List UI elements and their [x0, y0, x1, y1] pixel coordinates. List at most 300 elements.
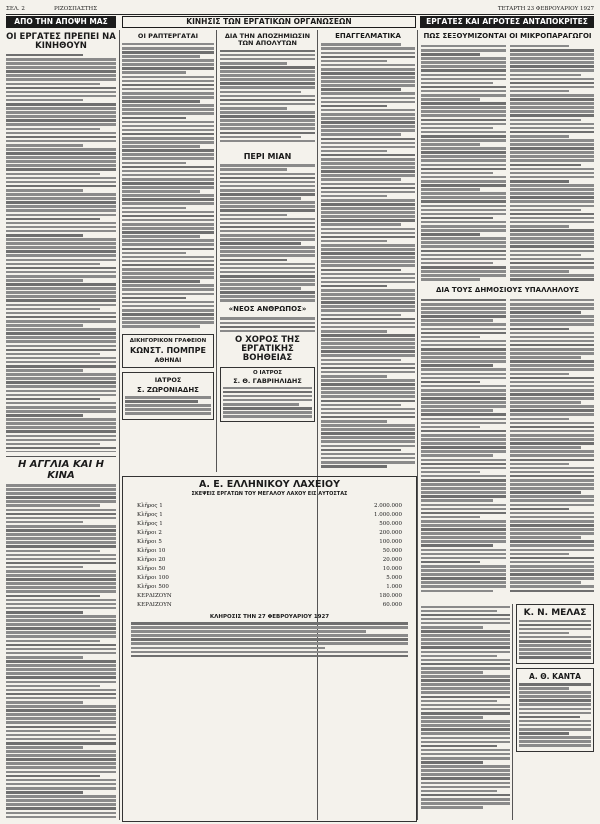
text-line	[510, 274, 595, 277]
section-bar-center: ΚΙΝΗΣΙΣ ΤΩΝ ΕΡΓΑΤΙΚΩΝ ΟΡΓΑΝΩΣΕΩΝ	[122, 16, 416, 28]
text-line	[6, 402, 116, 405]
text-line	[510, 323, 595, 326]
text-line	[122, 71, 186, 74]
masthead	[6, 4, 594, 15]
text-line	[519, 724, 591, 727]
text-line	[220, 271, 315, 274]
text-line	[6, 406, 116, 409]
text-line	[6, 128, 100, 131]
text-line	[6, 385, 116, 388]
lottery-row	[137, 574, 402, 583]
text-line	[220, 54, 315, 57]
lottery-row	[137, 565, 402, 574]
text-line	[321, 404, 401, 407]
text-line	[6, 488, 116, 491]
text-line	[421, 258, 506, 261]
text-line	[321, 101, 415, 104]
text-line	[510, 467, 595, 470]
text-line	[6, 672, 116, 675]
text-line	[6, 189, 83, 192]
text-line	[421, 98, 480, 101]
text-line	[421, 667, 510, 670]
text-line	[421, 319, 493, 322]
text-line	[519, 732, 569, 735]
ad-text	[519, 620, 591, 659]
text-line	[6, 443, 100, 446]
column-4-article	[321, 32, 415, 472]
text-line	[6, 336, 116, 339]
text-line	[122, 51, 214, 54]
text-line	[421, 434, 506, 437]
text-line	[6, 533, 116, 536]
lottery-row-label: Κλῆροι 5	[137, 538, 162, 545]
text-line	[6, 328, 116, 331]
text-line	[510, 438, 595, 441]
ad-text	[125, 396, 211, 415]
text-line	[510, 123, 595, 126]
text-line	[421, 557, 506, 560]
text-line	[6, 119, 116, 122]
lottery-row-value: 1.000	[386, 583, 402, 590]
text-line	[131, 626, 408, 629]
text-line	[122, 293, 214, 296]
text-line	[421, 299, 506, 302]
text-line	[6, 570, 116, 573]
text-line	[6, 91, 116, 94]
text-line	[510, 254, 582, 257]
text-line	[321, 68, 415, 71]
text-line	[510, 184, 595, 187]
text-line	[421, 638, 510, 641]
text-line	[510, 250, 595, 253]
text-line	[321, 252, 415, 255]
text-line	[421, 467, 506, 470]
text-line	[122, 129, 214, 132]
text-line	[131, 642, 408, 645]
text-line	[421, 155, 506, 158]
column-rule	[119, 30, 120, 820]
text-line	[321, 391, 415, 394]
text-line	[6, 644, 116, 647]
text-line	[421, 45, 506, 48]
newspaper-page	[6, 4, 594, 820]
text-line	[6, 304, 116, 307]
text-line	[6, 435, 116, 438]
text-line	[6, 590, 116, 593]
text-line	[220, 209, 315, 212]
text-line	[321, 338, 415, 341]
text-line	[220, 201, 315, 204]
text-line	[6, 173, 100, 176]
text-line	[220, 230, 315, 233]
text-line	[421, 188, 480, 191]
text-line	[510, 221, 595, 224]
text-line	[510, 426, 595, 429]
text-line	[6, 222, 116, 225]
text-line	[510, 147, 595, 150]
text-line	[421, 438, 506, 441]
text-line	[220, 287, 301, 290]
text-line	[421, 397, 506, 400]
text-line	[6, 762, 116, 765]
text-line	[6, 140, 116, 143]
text-line	[421, 114, 506, 117]
text-line	[510, 446, 582, 449]
text-line	[510, 311, 582, 314]
text-line	[421, 683, 510, 686]
text-line	[510, 168, 595, 171]
text-line	[6, 193, 116, 196]
text-line	[421, 626, 483, 629]
ad-meleas	[516, 604, 594, 664]
ad-doctor-1-name: Σ. ΖΩΡΟΝΙΑΔΗΣ	[137, 386, 199, 394]
text-line	[421, 164, 506, 167]
text-line	[321, 465, 387, 468]
text-line	[421, 61, 506, 64]
text-line	[6, 623, 116, 626]
text-line	[6, 340, 116, 343]
text-line	[6, 742, 116, 745]
lottery-row	[137, 601, 402, 610]
text-line	[421, 765, 510, 768]
text-line	[510, 332, 595, 335]
text-line	[421, 348, 506, 351]
text-line	[6, 599, 116, 602]
text-line	[122, 174, 214, 177]
text-line	[510, 143, 595, 146]
text-line	[510, 209, 582, 212]
text-line	[6, 226, 116, 229]
column-5-lower-right	[516, 604, 594, 820]
text-line	[421, 311, 506, 314]
text-line	[6, 504, 100, 507]
text-line	[122, 264, 214, 267]
text-line	[421, 737, 510, 740]
text-line	[510, 524, 595, 527]
text-line	[510, 102, 595, 105]
text-line	[421, 270, 506, 273]
text-line	[510, 114, 595, 117]
text-line	[421, 655, 497, 658]
text-line	[6, 123, 116, 126]
text-line	[421, 409, 493, 412]
text-line	[220, 91, 301, 94]
text-line	[510, 418, 569, 421]
text-line	[510, 581, 582, 584]
text-line	[510, 180, 569, 183]
text-line	[122, 59, 214, 62]
text-line	[510, 164, 582, 167]
text-line	[421, 262, 493, 265]
text-line	[131, 630, 366, 633]
text-line	[321, 162, 415, 165]
text-line	[321, 244, 415, 247]
text-line	[321, 436, 415, 439]
text-line	[519, 728, 591, 731]
text-line	[321, 170, 415, 173]
lottery-row	[137, 529, 402, 538]
text-line	[519, 620, 591, 623]
text-line	[122, 313, 214, 316]
text-line	[421, 651, 510, 654]
text-line	[6, 640, 100, 643]
ad-law-office-city: ΑΘΗΝΑΙ	[154, 357, 182, 364]
text-line	[321, 142, 415, 145]
text-line	[421, 90, 506, 93]
text-line	[6, 259, 116, 262]
ad-doctor-2-title: Ο ΙΑΤΡΟΣ	[252, 370, 283, 377]
text-line	[510, 266, 595, 269]
text-line	[125, 408, 211, 411]
text-line	[6, 771, 116, 774]
text-line	[510, 450, 595, 453]
text-line	[421, 773, 510, 776]
text-line	[519, 740, 591, 743]
text-line	[421, 642, 510, 645]
text-line	[510, 192, 595, 195]
text-line	[321, 350, 415, 353]
text-line	[6, 54, 83, 57]
text-line	[519, 716, 580, 719]
lottery-row-label: ΚΕΡΔΙΖΟΥΝ	[137, 592, 172, 599]
column-5-lower-left	[421, 604, 510, 820]
text-line	[510, 549, 595, 552]
text-line	[510, 479, 595, 482]
text-line	[220, 140, 315, 143]
text-line	[122, 198, 214, 201]
text-line	[510, 217, 595, 220]
text-line	[6, 132, 116, 135]
text-line	[220, 78, 315, 81]
text-line	[421, 745, 497, 748]
text-line	[421, 802, 510, 805]
text-line	[421, 798, 510, 801]
text-line	[510, 196, 595, 199]
text-line	[122, 227, 214, 230]
text-line	[321, 47, 415, 50]
text-line	[519, 683, 591, 686]
lottery-row-label: Κλῆρος 1	[137, 502, 163, 509]
text-line	[223, 395, 312, 398]
text-line	[510, 344, 595, 347]
text-line	[421, 463, 506, 466]
text-line	[421, 86, 506, 89]
text-line	[321, 424, 415, 427]
text-line	[321, 146, 415, 149]
text-line	[510, 385, 595, 388]
text-line	[220, 82, 315, 85]
text-line	[421, 143, 480, 146]
text-line	[122, 162, 186, 165]
text-line	[6, 107, 116, 110]
text-line	[6, 709, 116, 712]
text-line	[220, 127, 315, 130]
text-line	[6, 426, 116, 429]
text-line	[421, 180, 506, 183]
text-line	[321, 371, 415, 374]
text-line	[519, 691, 591, 694]
text-line	[510, 328, 569, 331]
text-line	[321, 215, 415, 218]
text-line	[6, 652, 116, 655]
text-line	[510, 393, 595, 396]
text-line	[321, 420, 387, 423]
text-line	[421, 786, 510, 789]
text-line	[6, 717, 116, 720]
lottery-row	[137, 502, 402, 511]
text-line	[122, 117, 186, 120]
text-line	[122, 178, 214, 181]
text-line	[6, 164, 116, 167]
text-line	[421, 82, 493, 85]
text-line	[321, 72, 415, 75]
two-column-body	[421, 297, 594, 593]
text-line	[6, 807, 116, 810]
text-line	[6, 78, 116, 81]
text-line	[6, 787, 116, 790]
lottery-row-value: 100.000	[379, 538, 402, 545]
text-line	[321, 428, 415, 431]
text-line	[6, 271, 116, 274]
text-line	[6, 287, 116, 290]
text-line	[220, 177, 315, 180]
lottery-row-label: Κλῆρος 1	[137, 511, 163, 518]
text-line	[321, 289, 415, 292]
text-line	[122, 276, 214, 279]
text-line	[510, 352, 595, 355]
text-line	[421, 332, 506, 335]
text-line	[510, 176, 595, 179]
text-line	[421, 368, 506, 371]
text-line	[510, 422, 595, 425]
text-line	[220, 115, 315, 118]
article-body	[220, 50, 315, 143]
text-line	[122, 288, 214, 291]
text-line	[122, 157, 214, 160]
text-line	[122, 186, 214, 189]
text-line	[6, 283, 116, 286]
text-line	[6, 676, 116, 679]
text-line	[122, 317, 214, 320]
text-line	[223, 387, 312, 390]
text-line	[421, 573, 506, 576]
text-line	[125, 412, 211, 415]
text-line	[220, 95, 315, 98]
text-line	[125, 400, 198, 403]
text-line	[6, 324, 83, 327]
text-line	[6, 430, 116, 433]
text-line	[421, 69, 506, 72]
text-line	[421, 487, 506, 490]
text-line	[421, 790, 497, 793]
text-line	[421, 782, 510, 785]
text-line	[421, 516, 480, 519]
text-line	[223, 411, 312, 414]
text-line	[421, 250, 506, 253]
text-line	[220, 132, 315, 135]
text-line	[220, 70, 315, 73]
text-line	[421, 769, 510, 772]
text-line	[321, 150, 387, 153]
text-line	[6, 648, 116, 651]
text-line	[321, 264, 415, 267]
text-line	[6, 554, 116, 557]
text-line	[122, 121, 214, 124]
text-line	[321, 138, 415, 141]
text-line	[6, 418, 116, 421]
text-line	[421, 675, 510, 678]
text-line	[321, 309, 415, 312]
text-line	[6, 619, 116, 622]
text-line	[421, 753, 510, 756]
text-line	[421, 569, 506, 572]
text-line	[421, 413, 506, 416]
ad-meleas-name: Κ. Ν. ΜΕΛΑΣ	[523, 608, 587, 618]
text-line	[321, 195, 387, 198]
text-line	[220, 218, 315, 221]
text-line	[421, 405, 506, 408]
text-line	[421, 549, 506, 552]
text-line	[122, 96, 214, 99]
text-line	[122, 256, 214, 259]
text-line	[220, 205, 315, 208]
text-line	[421, 712, 510, 715]
text-line	[122, 223, 214, 226]
text-line	[220, 299, 315, 302]
text-line	[220, 263, 315, 266]
text-line	[421, 724, 510, 727]
text-line	[6, 95, 116, 98]
text-line	[6, 267, 116, 270]
text-line	[421, 274, 506, 277]
text-line	[510, 53, 595, 56]
article-body	[321, 43, 415, 467]
text-line	[220, 267, 315, 270]
text-line	[421, 761, 483, 764]
text-line	[321, 56, 415, 59]
text-line	[510, 155, 595, 158]
text-line	[6, 578, 116, 581]
text-line	[122, 194, 214, 197]
text-line	[421, 483, 506, 486]
text-line	[220, 234, 315, 237]
lottery-row-value: 50.000	[382, 547, 402, 554]
text-line	[321, 121, 415, 124]
text-line	[220, 326, 315, 329]
text-line	[321, 453, 415, 456]
text-line	[421, 491, 506, 494]
text-line	[421, 176, 506, 179]
text-line	[220, 99, 315, 102]
text-line	[510, 512, 595, 515]
lottery-row-label: Κλῆροι 20	[137, 556, 166, 563]
text-line	[6, 660, 116, 663]
text-line	[421, 344, 506, 347]
lottery-row	[137, 592, 402, 601]
text-line	[321, 211, 415, 214]
text-line	[220, 173, 315, 176]
text-line	[510, 278, 595, 281]
text-line	[519, 736, 591, 739]
text-line	[122, 235, 200, 238]
text-line	[421, 512, 506, 515]
text-line	[6, 582, 116, 585]
text-line	[321, 359, 401, 362]
text-line	[6, 685, 100, 688]
article-body	[220, 164, 315, 302]
text-line	[421, 430, 506, 433]
text-line	[510, 57, 595, 60]
